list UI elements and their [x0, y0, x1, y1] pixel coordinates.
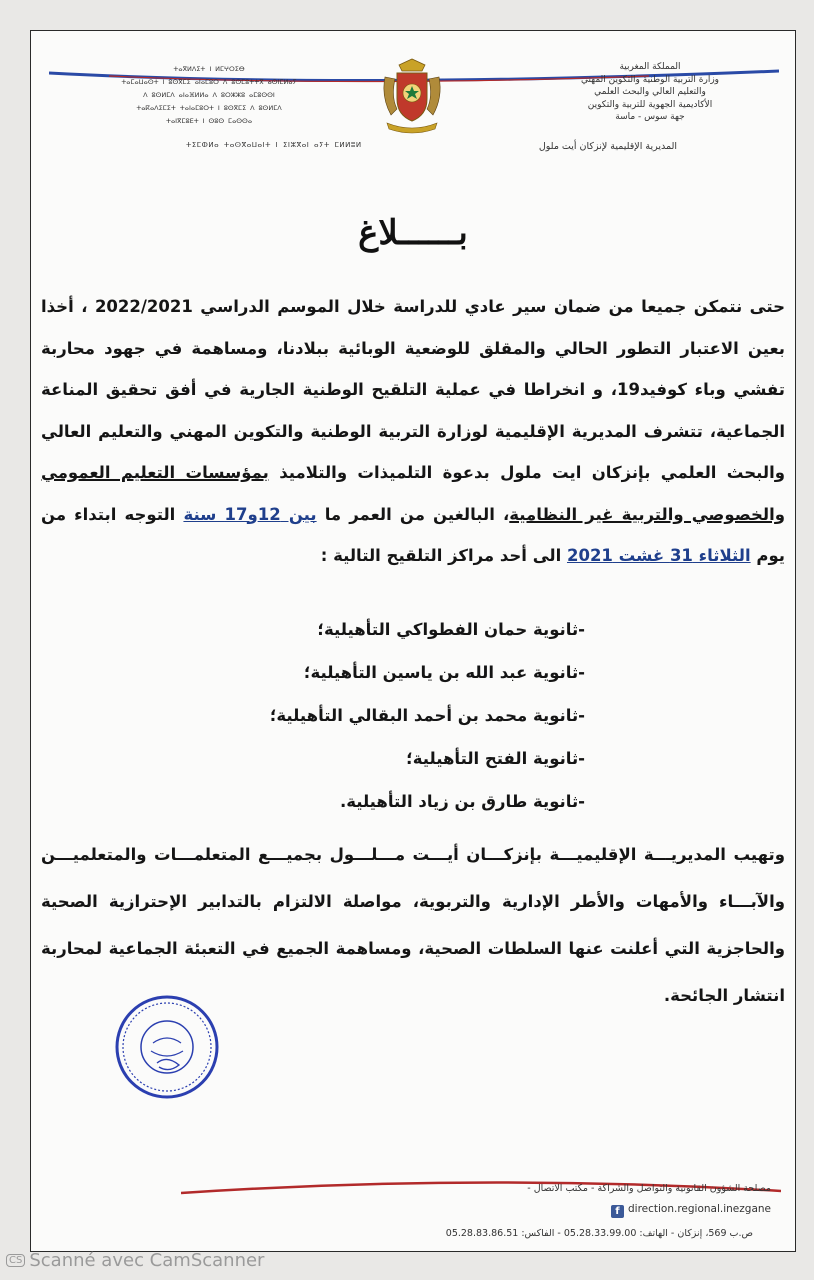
official-stamp-icon	[113, 993, 221, 1101]
directorate-arabic: المديرية الإقليمية لإنزكان أيت ملول	[538, 141, 677, 152]
header-arabic-block	[535, 61, 765, 124]
institutions-underlined: بمؤسسات التعليم العمومي والخصوصي والتربية غير النظامية	[41, 463, 785, 524]
tifinagh-line: ⵜⴰⴽⴰⴷⵉⵎⵉⵜ ⵜⴰⵏⴰⵎⵓⵔⵜ ⵏ ⵓⵙⴳⵎⵉ ⴷ ⵓⵙⵍⵎⴷ	[136, 104, 282, 112]
list-item: -ثانوية طارق بن زياد التأهيلية.	[339, 792, 585, 811]
header-tifinagh-block	[49, 63, 369, 128]
body-paragraph	[41, 286, 785, 577]
royal-coat-of-arms-icon	[377, 57, 447, 135]
body-text: ، البالغين من العمر ما	[316, 504, 510, 524]
tifinagh-line: ⵜⴰⵏⴳⵎⵓⴹⵜ ⵏ ⵙⵓⵙ ⵎⴰⵙⵙⴰ	[165, 117, 253, 125]
camscanner-logo-icon: CS	[6, 1254, 25, 1267]
list-item: -ثانوية محمد بن أحمد البقالي التأهيلية؛	[269, 706, 585, 725]
camscanner-watermark	[6, 1250, 264, 1271]
tifinagh-line: ⵜⴰⵎⴰⵡⴰⵙⵜ ⵏ ⵓⵙⴳⵎⵉ ⴰⵏⴰⵎⵓⵔ ⴷ ⵓⵙⵎⵓⵜⵜⴳ ⴰⵙⵏⵎⵍⴰⵢ	[121, 78, 297, 86]
list-item: -ثانوية الفتح التأهيلية؛	[406, 749, 585, 768]
arabic-line: وزارة التربية الوطنية والتكوين المهني	[580, 74, 720, 85]
closing-paragraph	[41, 831, 785, 1019]
footer-office: مصلحة الشؤون القانونية والتواصل والشراكة - مكتب الاتصال -	[527, 1183, 771, 1194]
tifinagh-line: ⵜⴰⴳⵍⴷⵉⵜ ⵏ ⵍⵎⵖⵔⵉⴱ	[173, 65, 245, 73]
closing-text: وتهيب المديريـــة الإقليميـــة بإنزكـــان أيـــت مـــلـــول بجميـــع المتعلمـــات والمتعلميـــن والآبـــاء والأمهات والأطر الإدارية والتربوية، مواصلة الالتزام بالتدابير الإحترازية الصحية والحاجزية التي أعلنت عنها السلطات الصحية، ومساهمة الجميع في التعبئة الجماعية لمحاربة انتشار الجائحة.	[41, 845, 785, 1005]
arabic-line: والتعليم العالي والبحث العلمي	[594, 87, 706, 97]
body-text: حتى نتمكن جميعا من ضمان سير عادي للدراسة خلال الموسم الدراسي 2022/2021 ، أخذا بعين الاعتبار التطور الحالي والمقلق للوضعية الوبائية ببلادنا، ومساهمة في جهود محاربة تفشي وباء كوفيد19، و انخراطا في عملية التلقيح الوطنية الجارية في أفق تحقيق المناعة الجماعية، تتشرف المديرية الإقليمية لوزارة التربية الوطنية والتكوين المهني والتعليم العالي والبحث العلمي بإنزكان ايت ملول بدعوة التلميذات والتلاميذ	[41, 297, 785, 482]
document-sheet	[30, 30, 796, 1252]
directorate-tifinagh: ⵜⵉⵎⵀⵍⴰ ⵜⴰⵙⴳⴰⵡⴰⵏⵜ ⵏ ⵉⵏⵣⴳⴰⵏ ⴰⵢⵜ ⵎⵍⵍⵓⵍ	[186, 141, 362, 149]
watermark-text: Scanné avec CamScanner	[29, 1250, 265, 1271]
arabic-line: الأكاديمية الجهوية للتربية والتكوين	[587, 99, 713, 110]
list-item: -ثانوية عبد الله بن ياسين التأهيلية؛	[303, 663, 585, 682]
arabic-line: المملكة المغربية	[619, 62, 681, 72]
announcement-body	[41, 286, 785, 577]
body-text: التوجه ابتداء من يوم	[41, 504, 785, 565]
vaccination-centers-list	[270, 608, 585, 823]
facebook-icon: f	[611, 1205, 624, 1218]
age-range-underlined: بين 12و17 سنة	[183, 504, 317, 524]
arabic-line: جهة سوس - ماسة	[615, 112, 685, 122]
tifinagh-line: ⴷ ⵓⵙⵍⵎⴷ ⴰⵏⴰⴼⵍⵍⴰ ⴷ ⵓⵔⵣⵣⵓ ⴰⵎⵓⵙⵙⵏ	[143, 91, 275, 99]
footer-facebook[interactable]	[611, 1203, 771, 1218]
document-title: بــــــلاغ	[358, 213, 468, 253]
footer-contact: ص.ب 569، إنزكان - الهاتف: 05.28.33.99.00 - الفاكس: 05.28.83.86.51	[445, 1228, 753, 1239]
list-item: -ثانوية حمان الفطواكي التأهيلية؛	[317, 620, 585, 639]
body-text: الى أحد مراكز التلقيح التالية :	[320, 546, 567, 565]
start-date-highlight: الثلاثاء 31 غشت 2021	[566, 546, 751, 565]
facebook-handle[interactable]: direction.regional.inezgane	[627, 1203, 771, 1215]
